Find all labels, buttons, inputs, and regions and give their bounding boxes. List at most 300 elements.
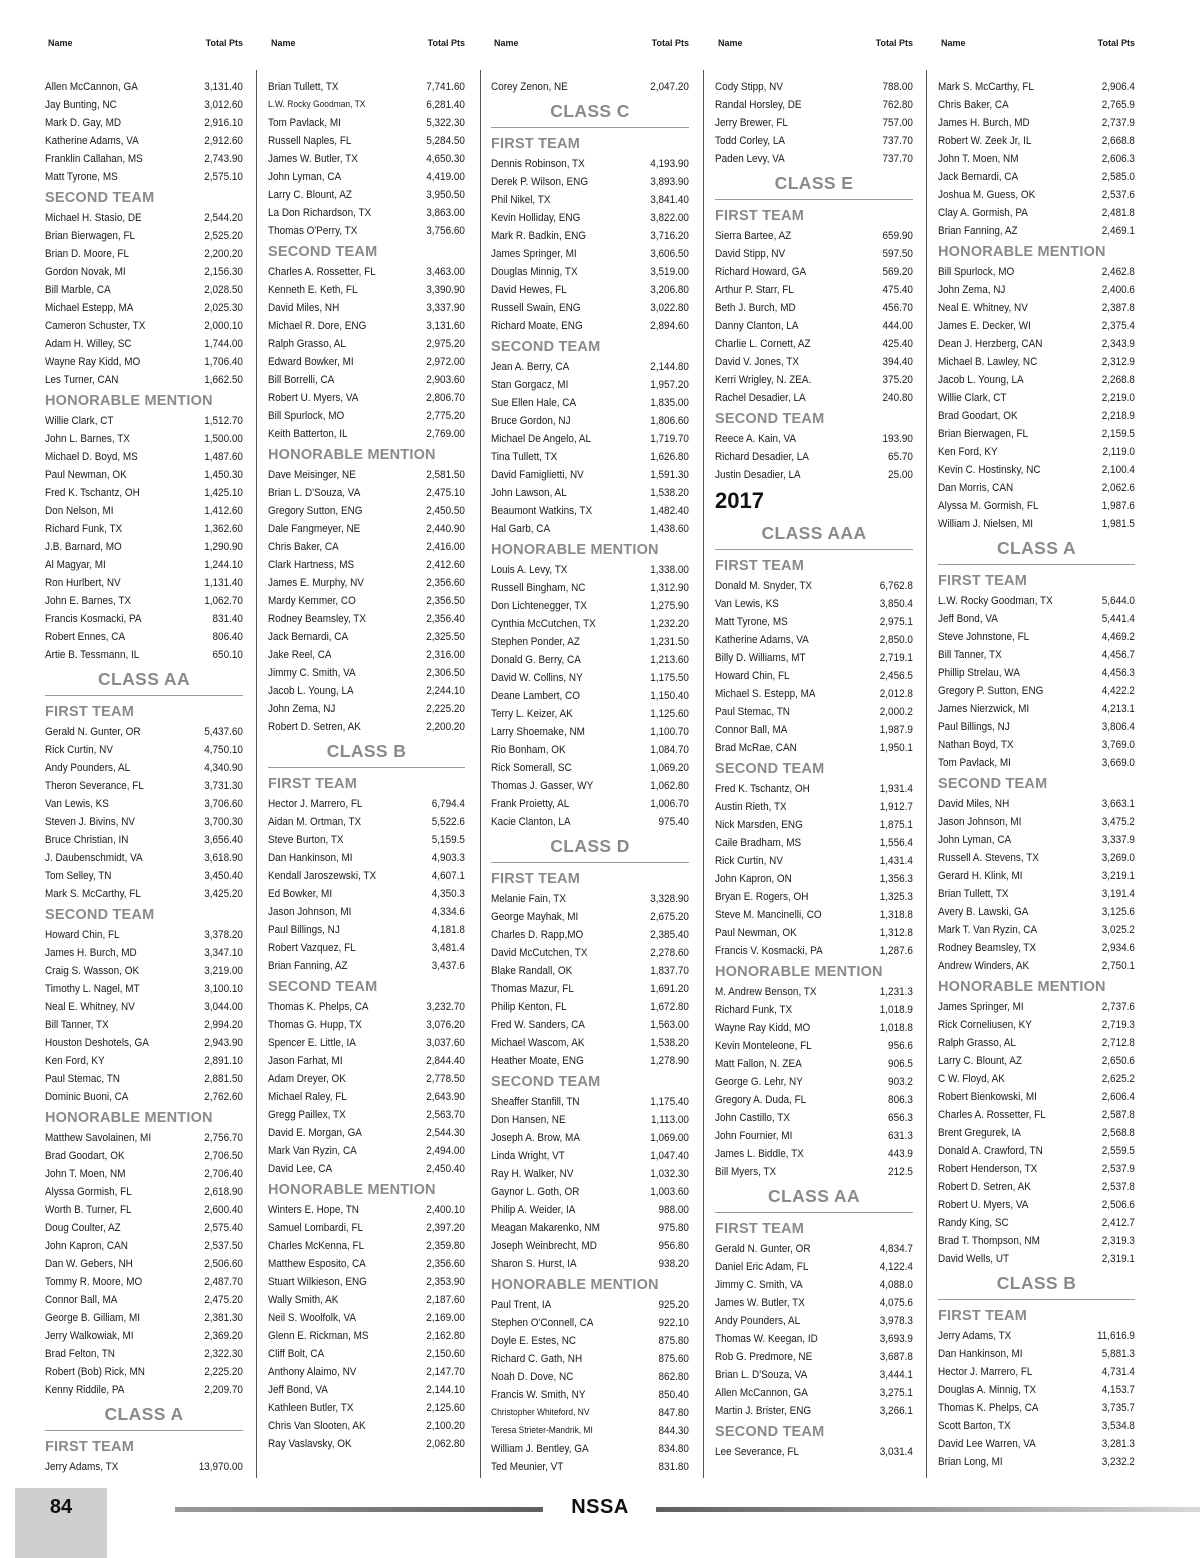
shooter-name: Linda Wright, VT <box>491 1150 565 1162</box>
team-heading: SECOND TEAM <box>268 979 378 995</box>
total-points: 3,519.00 <box>650 266 689 278</box>
result-row <box>268 353 465 371</box>
total-points: 2,481.8 <box>1101 207 1135 219</box>
name-header: Name <box>941 38 966 48</box>
total-points: 2,650.6 <box>1101 1055 1135 1067</box>
result-row <box>715 577 913 595</box>
result-row <box>268 1435 465 1453</box>
shooter-name: Jacob L. Young, LA <box>938 374 1024 386</box>
total-points: 2,769.00 <box>426 428 465 440</box>
result-row <box>268 299 465 317</box>
total-points: 2,159.5 <box>1101 428 1135 440</box>
result-row <box>45 1183 243 1201</box>
total-points: 1,626.80 <box>650 451 689 463</box>
result-row <box>268 998 465 1016</box>
shooter-name: Van Lewis, KS <box>715 598 779 610</box>
total-points: 5,441.4 <box>1101 613 1135 625</box>
result-row <box>938 700 1135 718</box>
results-column-5 <box>938 38 1135 1471</box>
result-row <box>268 1381 465 1399</box>
shooter-name: Doug Coulter, AZ <box>45 1222 121 1234</box>
total-points: 3,731.30 <box>204 780 243 792</box>
result-row <box>938 939 1135 957</box>
shooter-name: Jerry Adams, TX <box>938 1330 1012 1342</box>
result-row <box>268 204 465 222</box>
shooter-name: Frank Proietty, AL <box>491 798 570 810</box>
shooter-name: Brian L. D'Souza, VA <box>268 487 361 499</box>
class-heading: CLASS D <box>491 834 689 863</box>
total-points: 3,463.00 <box>426 266 465 278</box>
total-points: 831.80 <box>658 1461 689 1473</box>
result-row <box>938 610 1135 628</box>
shooter-name: Don Hansen, NE <box>491 1114 566 1126</box>
result-row <box>491 1368 689 1386</box>
total-points: 2,850.0 <box>879 634 913 646</box>
class-heading: CLASS AAA <box>715 521 913 550</box>
total-points: 3,281.3 <box>1101 1438 1135 1450</box>
shooter-name: David Famiglietti, NV <box>491 469 584 481</box>
result-row <box>938 1196 1135 1214</box>
shooter-name: Dominic Buoni, CA <box>45 1091 129 1103</box>
shooter-name: Paul Billings, NJ <box>938 721 1010 733</box>
team-heading: HONORABLE MENTION <box>45 1110 213 1126</box>
total-points: 3,893.90 <box>650 176 689 188</box>
shooter-name: Jake Reel, CA <box>268 649 332 661</box>
team-heading: SECOND TEAM <box>45 907 155 923</box>
total-points: 2,225.20 <box>204 1366 243 1378</box>
total-points: 4,334.6 <box>431 906 465 918</box>
result-row <box>715 389 913 407</box>
shooter-name: Bill Borrelli, CA <box>268 374 335 386</box>
total-points: 3,025.2 <box>1101 924 1135 936</box>
result-row <box>268 186 465 204</box>
total-points: 5,322.30 <box>426 117 465 129</box>
total-points: 737.70 <box>882 153 913 165</box>
total-points: 1,213.60 <box>650 654 689 666</box>
shooter-name: Katherine Adams, VA <box>45 135 139 147</box>
total-points: 1,318.8 <box>879 909 913 921</box>
shooter-name: Matt Fallon, N. ZEA <box>715 1058 802 1070</box>
result-row <box>268 1309 465 1327</box>
shooter-name: Willie Clark, CT <box>45 415 114 427</box>
total-points: 2,462.8 <box>1101 266 1135 278</box>
result-row <box>938 1232 1135 1250</box>
result-row <box>938 150 1135 168</box>
total-points: 2,719.3 <box>1101 1019 1135 1031</box>
class-heading: CLASS AA <box>45 667 243 696</box>
shooter-name: Al Magyar, MI <box>45 559 106 571</box>
total-points: 11,616.9 <box>1096 1330 1135 1342</box>
shooter-name: Nathan Boyd, TX <box>938 739 1014 751</box>
shooter-name: Russell Swain, ENG <box>491 302 581 314</box>
total-points: 3,044.00 <box>204 1001 243 1013</box>
shooter-name: Dean J. Herzberg, CAN <box>938 338 1043 350</box>
shooter-name: Stephen O'Connell, CA <box>491 1317 594 1329</box>
shooter-name: Jerry Walkowiak, MI <box>45 1330 134 1342</box>
result-row <box>715 834 913 852</box>
result-row <box>45 150 243 168</box>
result-row <box>268 1219 465 1237</box>
shooter-name: Michael Wascom, AK <box>491 1037 585 1049</box>
total-points: 475.40 <box>882 284 913 296</box>
result-row <box>715 281 913 299</box>
shooter-name: Connor Ball, MA <box>715 724 788 736</box>
result-row <box>45 795 243 813</box>
shooter-name: John Zema, NJ <box>268 703 336 715</box>
total-points: 1,232.20 <box>650 618 689 630</box>
shooter-name: Gregg Paillex, TX <box>268 1109 346 1121</box>
result-row <box>715 132 913 150</box>
shooter-name: Mardy Kemmer, CO <box>268 595 356 607</box>
shooter-name: Steven J. Bivins, NV <box>45 816 136 828</box>
shooter-name: M. Andrew Benson, TX <box>715 986 817 998</box>
result-row <box>268 389 465 407</box>
total-points: 193.90 <box>882 433 913 445</box>
result-row <box>938 1363 1135 1381</box>
total-points: 2,903.60 <box>426 374 465 386</box>
shooter-name: David W. Collins, NY <box>491 672 583 684</box>
total-points: 2,743.90 <box>204 153 243 165</box>
shooter-name: Justin Desadier, LA <box>715 469 801 481</box>
shooter-name: Kacie Clanton, LA <box>491 816 571 828</box>
result-row <box>715 1055 913 1073</box>
result-row <box>491 795 689 813</box>
result-row <box>45 574 243 592</box>
shooter-name: J. Daubenschmidt, VA <box>45 852 143 864</box>
result-row <box>938 1453 1135 1471</box>
total-points: 1,175.50 <box>650 672 689 684</box>
shooter-name: George Mayhak, MI <box>491 911 579 923</box>
team-heading: SECOND TEAM <box>715 761 825 777</box>
total-points: 5,881.3 <box>1101 1348 1135 1360</box>
shooter-name: James E. Murphy, NV <box>268 577 364 589</box>
result-row <box>715 353 913 371</box>
result-row <box>45 245 243 263</box>
total-points: 3,700.30 <box>204 816 243 828</box>
total-points: 1,287.6 <box>879 945 913 957</box>
result-row <box>268 718 465 736</box>
shooter-name: James L. Biddle, TX <box>715 1148 804 1160</box>
result-row <box>938 461 1135 479</box>
shooter-name: Stephen Ponder, AZ <box>491 636 580 648</box>
total-points: 3,669.0 <box>1101 757 1135 769</box>
shooter-name: Timothy L. Nagel, MT <box>45 983 140 995</box>
team-heading: FIRST TEAM <box>715 1221 804 1237</box>
total-points: 3,863.00 <box>426 207 465 219</box>
shooter-name: Kendall Jaroszewski, TX <box>268 870 377 882</box>
total-points: 1,275.90 <box>650 600 689 612</box>
shooter-name: Jason Farhat, MI <box>268 1055 343 1067</box>
shooter-name: Les Turner, CAN <box>45 374 119 386</box>
result-row <box>45 353 243 371</box>
shooter-name: Paul Newman, OK <box>45 469 127 481</box>
result-row <box>45 628 243 646</box>
shooter-name: Kerri Wrigley, N. ZEA. <box>715 374 812 386</box>
shooter-name: Robert (Bob) Rick, MN <box>45 1366 145 1378</box>
total-points: 659.90 <box>882 230 913 242</box>
total-points: 2,778.50 <box>426 1073 465 1085</box>
total-points: 2,381.30 <box>204 1312 243 1324</box>
shooter-name: Willie Clark, CT <box>938 392 1007 404</box>
shooter-name: Franklin Callahan, MS <box>45 153 143 165</box>
result-row <box>45 944 243 962</box>
shooter-name: Dan Morris, CAN <box>938 482 1014 494</box>
result-row <box>938 885 1135 903</box>
total-points: 1,113.00 <box>650 1114 689 1126</box>
result-row <box>938 1399 1135 1417</box>
shooter-name: Corey Zenon, NE <box>491 81 568 93</box>
result-row <box>715 1402 913 1420</box>
shooter-name: Dennis Robinson, TX <box>491 158 585 170</box>
shooter-name: Bruce Christian, IN <box>45 834 129 846</box>
total-points: 975.80 <box>658 1222 689 1234</box>
result-row <box>715 942 913 960</box>
total-points: 1,150.40 <box>650 690 689 702</box>
total-points: 2,737.9 <box>1101 117 1135 129</box>
result-row <box>938 1052 1135 1070</box>
shooter-name: Cameron Schuster, TX <box>45 320 146 332</box>
shooter-name: Andy Pounders, AL <box>45 762 131 774</box>
result-row <box>45 1381 243 1399</box>
result-row <box>45 168 243 186</box>
class-heading: CLASS E <box>715 171 913 200</box>
result-row <box>491 227 689 245</box>
total-points: 25.00 <box>888 469 913 481</box>
shooter-name: Gerald N. Gunter, OR <box>45 726 141 738</box>
team-heading: HONORABLE MENTION <box>491 1277 659 1293</box>
shooter-name: Kevin Holliday, ENG <box>491 212 581 224</box>
result-row <box>491 1219 689 1237</box>
result-row <box>45 317 243 335</box>
shooter-name: Craig S. Wasson, OK <box>45 965 140 977</box>
result-row <box>268 263 465 281</box>
result-row <box>715 1258 913 1276</box>
total-points: 3,706.60 <box>204 798 243 810</box>
team-heading: FIRST TEAM <box>715 208 804 224</box>
total-points: 2,537.8 <box>1101 1181 1135 1193</box>
team-heading: HONORABLE MENTION <box>45 393 213 409</box>
total-points: 2,975.20 <box>426 338 465 350</box>
shooter-name: Francis W. Smith, NY <box>491 1389 586 1401</box>
total-points: 1,069.00 <box>650 1132 689 1144</box>
result-row <box>715 1443 913 1461</box>
result-row <box>491 173 689 191</box>
result-row <box>715 852 913 870</box>
result-row <box>491 741 689 759</box>
total-points: 875.80 <box>658 1335 689 1347</box>
team-heading: HONORABLE MENTION <box>715 964 883 980</box>
result-row <box>268 664 465 682</box>
shooter-name: James H. Burch, MD <box>45 947 137 959</box>
result-row <box>938 371 1135 389</box>
result-row <box>268 813 465 831</box>
total-points: 2,737.6 <box>1101 1001 1135 1013</box>
total-points: 1,338.00 <box>650 564 689 576</box>
result-row <box>491 962 689 980</box>
result-row <box>268 1070 465 1088</box>
result-row <box>938 389 1135 407</box>
result-row <box>45 1201 243 1219</box>
result-row <box>268 1327 465 1345</box>
column-divider <box>256 70 257 1478</box>
shooter-name: James Nierzwick, MI <box>938 703 1030 715</box>
result-row <box>268 1160 465 1178</box>
shooter-name: Andy Pounders, AL <box>715 1315 801 1327</box>
shooter-name: Brian L. D'Souza, VA <box>715 1369 808 1381</box>
result-row <box>491 1458 689 1476</box>
total-points: 2,943.90 <box>204 1037 243 1049</box>
result-row <box>268 867 465 885</box>
team-heading: FIRST TEAM <box>45 704 134 720</box>
shooter-name: John Castillo, TX <box>715 1112 790 1124</box>
total-points: 1,981.5 <box>1101 518 1135 530</box>
total-points: 444.00 <box>882 320 913 332</box>
result-row <box>491 376 689 394</box>
shooter-name: Clay A. Gormish, PA <box>938 207 1028 219</box>
shooter-name: Heather Moate, ENG <box>491 1055 584 1067</box>
total-points: 2,600.40 <box>204 1204 243 1216</box>
result-row <box>491 1314 689 1332</box>
shooter-name: Stuart Wilkieson, ENG <box>268 1276 367 1288</box>
total-points: 650.10 <box>212 649 243 661</box>
shooter-name: Todd Corley, LA <box>715 135 786 147</box>
result-row <box>268 628 465 646</box>
result-row <box>491 412 689 430</box>
result-row <box>268 96 465 114</box>
team-heading: FIRST TEAM <box>491 136 580 152</box>
shooter-name: Bruce Gordon, NJ <box>491 415 571 427</box>
shooter-name: John Kapron, ON <box>715 873 792 885</box>
total-points: 2,585.0 <box>1101 171 1135 183</box>
shooter-name: Dave Meisinger, NE <box>268 469 356 481</box>
shooter-name: Joseph A. Brow, MA <box>491 1132 580 1144</box>
total-points: 975.40 <box>658 816 689 828</box>
shooter-name: Jimmy C. Smith, VA <box>715 1279 803 1291</box>
result-row <box>715 906 913 924</box>
result-row <box>715 780 913 798</box>
total-pts-header: Total Pts <box>427 38 465 48</box>
result-row <box>715 888 913 906</box>
result-row <box>45 209 243 227</box>
shooter-name: Glenn E. Rickman, MS <box>268 1330 369 1342</box>
shooter-name: David Hewes, FL <box>491 284 567 296</box>
result-row <box>715 1348 913 1366</box>
shooter-name: Paul Newman, OK <box>715 927 797 939</box>
total-points: 3,735.7 <box>1101 1402 1135 1414</box>
shooter-name: Brian Fanning, AZ <box>938 225 1018 237</box>
result-row <box>715 1019 913 1037</box>
shooter-name: Austin Rieth, TX <box>715 801 787 813</box>
total-points: 2,537.6 <box>1101 189 1135 201</box>
total-points: 3,822.00 <box>650 212 689 224</box>
shooter-name: Adam Dreyer, OK <box>268 1073 346 1085</box>
shooter-name: David McCutchen, TX <box>491 947 588 959</box>
shooter-name: Joshua M. Guess, OK <box>938 189 1036 201</box>
result-row <box>45 1237 243 1255</box>
result-row <box>491 1052 689 1070</box>
shooter-name: Keith Batterton, IL <box>268 428 348 440</box>
shooter-name: Bryan E. Rogers, OH <box>715 891 809 903</box>
shooter-name: Francis V. Kosmacki, PA <box>715 945 823 957</box>
result-row <box>938 903 1135 921</box>
total-points: 2,537.50 <box>204 1240 243 1252</box>
total-points: 1,912.7 <box>879 801 913 813</box>
shooter-name: Thomas K. Phelps, CA <box>938 1402 1039 1414</box>
shooter-name: Brad T. Thompson, NM <box>938 1235 1040 1247</box>
total-points: 844.30 <box>658 1425 689 1437</box>
shooter-name: Fred W. Sanders, CA <box>491 1019 585 1031</box>
result-row <box>45 281 243 299</box>
total-points: 2,385.40 <box>650 929 689 941</box>
class-heading: CLASS A <box>45 1402 243 1431</box>
result-row <box>491 1201 689 1219</box>
total-points: 3,131.60 <box>426 320 465 332</box>
result-row <box>45 114 243 132</box>
result-row <box>45 538 243 556</box>
total-points: 2,559.5 <box>1101 1145 1135 1157</box>
result-row <box>45 1255 243 1273</box>
shooter-name: Derek P. Wilson, ENG <box>491 176 589 188</box>
total-points: 4,422.2 <box>1101 685 1135 697</box>
result-row <box>715 1109 913 1127</box>
total-points: 2,606.3 <box>1101 153 1135 165</box>
shooter-name: Neal E. Whitney, NV <box>938 302 1028 314</box>
total-points: 3,663.1 <box>1101 798 1135 810</box>
total-points: 2,906.4 <box>1101 81 1135 93</box>
total-points: 5,284.50 <box>426 135 465 147</box>
result-row <box>45 412 243 430</box>
shooter-name: Tom Pavlack, MI <box>268 117 341 129</box>
total-points: 2,150.60 <box>426 1348 465 1360</box>
name-header: Name <box>271 38 296 48</box>
column-header <box>715 38 913 52</box>
total-points: 2,387.8 <box>1101 302 1135 314</box>
result-row <box>45 1016 243 1034</box>
total-points: 2,322.30 <box>204 1348 243 1360</box>
result-row <box>938 78 1135 96</box>
shooter-name: Beaumont Watkins, TX <box>491 505 593 517</box>
total-points: 5,644.0 <box>1101 595 1135 607</box>
total-points: 4,731.4 <box>1101 1366 1135 1378</box>
total-points: 4,088.0 <box>879 1279 913 1291</box>
shooter-name: Douglas Minnig, TX <box>491 266 578 278</box>
shooter-name: Chris Baker, CA <box>938 99 1009 111</box>
shooter-name: Jack Bernardi, CA <box>938 171 1019 183</box>
shooter-name: Teresa Strieter-Mandrik, MI <box>491 1425 593 1436</box>
shooter-name: Gerald N. Gunter, OR <box>715 1243 811 1255</box>
shooter-name: Michael R. Dore, ENG <box>268 320 367 332</box>
shooter-name: J.B. Barnard, MO <box>45 541 122 553</box>
shooter-name: Tom Selley, TN <box>45 870 112 882</box>
shooter-name: David E. Morgan, GA <box>268 1127 362 1139</box>
result-row <box>45 723 243 741</box>
result-row <box>938 1106 1135 1124</box>
result-row <box>268 1417 465 1435</box>
total-points: 2,450.40 <box>426 1163 465 1175</box>
shooter-name: L.W. Rocky Goodman, TX <box>268 99 366 110</box>
result-row <box>715 150 913 168</box>
shooter-name: Richard Desadier, LA <box>715 451 809 463</box>
total-points: 2,719.1 <box>879 652 913 664</box>
total-points: 456.70 <box>882 302 913 314</box>
total-points: 2,475.20 <box>204 1294 243 1306</box>
result-row <box>938 204 1135 222</box>
column-header <box>938 38 1135 52</box>
footer-rule-left <box>175 1507 543 1512</box>
total-points: 4,213.1 <box>1101 703 1135 715</box>
shooter-name: Brian Bierwagen, FL <box>938 428 1029 440</box>
result-row <box>715 924 913 942</box>
